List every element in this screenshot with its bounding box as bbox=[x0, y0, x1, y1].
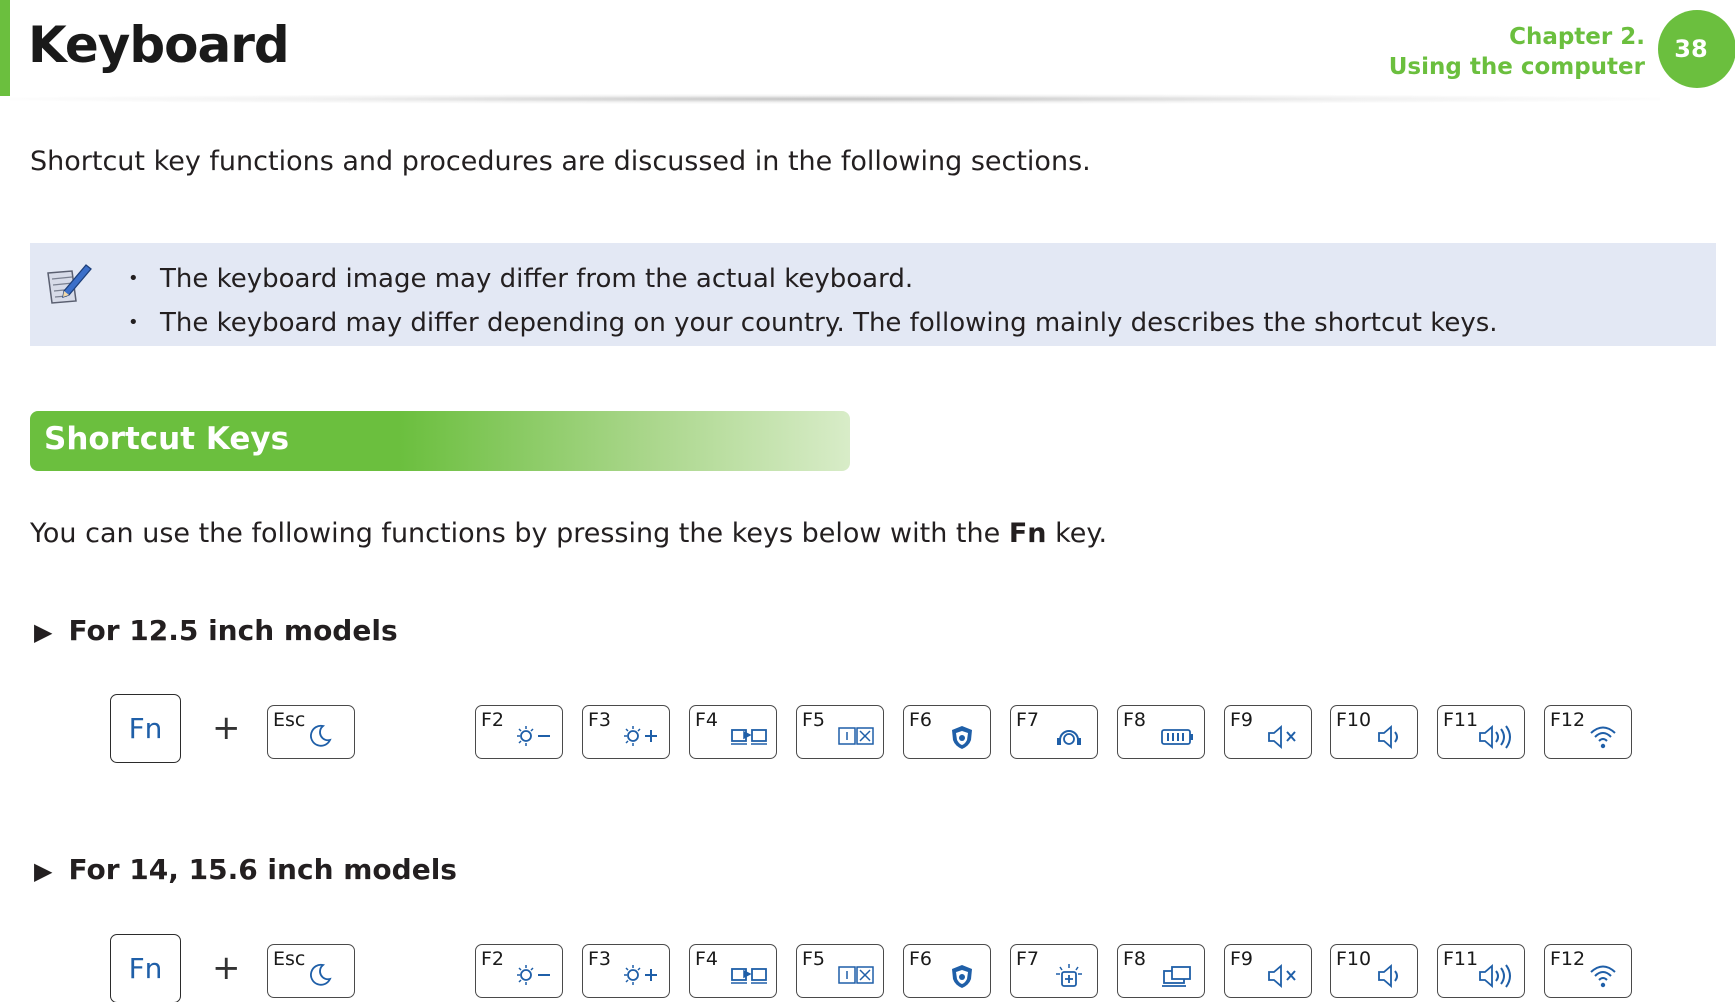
key-esc bbox=[267, 944, 355, 998]
key-label: Esc bbox=[273, 948, 306, 970]
key-label: F12 bbox=[1550, 948, 1586, 970]
shield-icon bbox=[944, 722, 982, 752]
fn-key bbox=[110, 694, 181, 763]
arrow-right-icon: ▶ bbox=[34, 618, 53, 646]
key-f9 bbox=[1224, 944, 1312, 998]
fn-intro-before: You can use the following functions by pressing the keys below with the bbox=[30, 518, 1009, 549]
key-f12 bbox=[1544, 944, 1632, 998]
key-label: F8 bbox=[1123, 948, 1147, 970]
display-switch-icon bbox=[730, 961, 768, 991]
key-label: F9 bbox=[1230, 709, 1254, 731]
key-esc bbox=[267, 705, 355, 759]
model-heading-label: For 14, 15.6 inch models bbox=[68, 853, 457, 886]
touchpad-toggle-icon bbox=[837, 961, 875, 991]
fn-key bbox=[110, 934, 181, 1002]
page-title: Keyboard bbox=[28, 16, 289, 74]
brightness-down-icon bbox=[516, 961, 554, 991]
key-label: F9 bbox=[1230, 948, 1254, 970]
key-f2 bbox=[475, 705, 563, 759]
key-label: F5 bbox=[802, 709, 826, 731]
display-switch-icon bbox=[730, 722, 768, 752]
key-f11 bbox=[1437, 944, 1525, 998]
chapter-number: Chapter 2. bbox=[1509, 24, 1645, 50]
key-f5 bbox=[796, 705, 884, 759]
key-f12 bbox=[1544, 705, 1632, 759]
header-divider bbox=[10, 94, 1660, 104]
support-center-icon bbox=[1051, 722, 1089, 752]
chapter-title: Using the computer bbox=[1388, 54, 1645, 80]
note-item: • The keyboard may differ depending on your country. The following mainly describes the shortcut keys. bbox=[128, 301, 1498, 345]
projector-icon bbox=[1158, 961, 1196, 991]
key-f3 bbox=[582, 944, 670, 998]
key-f7 bbox=[1010, 944, 1098, 998]
volume-down-icon bbox=[1371, 961, 1409, 991]
key-label: F6 bbox=[909, 709, 933, 731]
fn-intro-text bbox=[30, 518, 1107, 549]
key-label: F7 bbox=[1016, 709, 1040, 731]
plus-sign: + bbox=[212, 708, 241, 748]
wireless-icon bbox=[1585, 961, 1623, 991]
volume-down-icon bbox=[1371, 722, 1409, 752]
volume-up-icon bbox=[1478, 961, 1516, 991]
shield-icon bbox=[944, 961, 982, 991]
brightness-down-icon bbox=[516, 722, 554, 752]
mute-icon bbox=[1265, 961, 1303, 991]
key-f3 bbox=[582, 705, 670, 759]
key-f10 bbox=[1330, 705, 1418, 759]
brightness-up-icon bbox=[623, 722, 661, 752]
key-label: F3 bbox=[588, 948, 612, 970]
key-f6 bbox=[903, 944, 991, 998]
sleep-moon-icon bbox=[308, 722, 346, 752]
wireless-icon bbox=[1585, 722, 1623, 752]
plus-sign: + bbox=[212, 948, 241, 988]
key-f8 bbox=[1117, 705, 1205, 759]
key-label: F10 bbox=[1336, 709, 1372, 731]
key-f6 bbox=[903, 705, 991, 759]
accent-bar bbox=[0, 0, 10, 96]
model-heading bbox=[34, 853, 457, 886]
keyboard-backlight-icon bbox=[1051, 961, 1089, 991]
section-title: Shortcut Keys bbox=[44, 421, 290, 457]
key-f7 bbox=[1010, 705, 1098, 759]
fn-key-label: Fn bbox=[128, 952, 163, 985]
chapter-label bbox=[1389, 22, 1645, 82]
key-label: F6 bbox=[909, 948, 933, 970]
key-f5 bbox=[796, 944, 884, 998]
sleep-moon-icon bbox=[308, 961, 346, 991]
intro-text: Shortcut key functions and procedures are discussed in the following sections. bbox=[30, 146, 1091, 177]
note-list bbox=[128, 257, 1498, 345]
note-box bbox=[30, 243, 1716, 346]
key-label: F12 bbox=[1550, 709, 1586, 731]
section-header bbox=[30, 411, 850, 471]
key-label: F2 bbox=[481, 709, 505, 731]
volume-up-icon bbox=[1478, 722, 1516, 752]
key-f11 bbox=[1437, 705, 1525, 759]
key-label: F5 bbox=[802, 948, 826, 970]
note-item: • The keyboard image may differ from the actual keyboard. bbox=[128, 257, 1498, 301]
fn-intro-bold: Fn bbox=[1008, 518, 1047, 549]
key-f4 bbox=[689, 944, 777, 998]
mute-icon bbox=[1265, 722, 1303, 752]
fn-key-label: Fn bbox=[128, 712, 163, 745]
note-pencil-icon bbox=[42, 257, 94, 309]
battery-life-extender-icon bbox=[1158, 722, 1196, 752]
page-number: 38 bbox=[1674, 35, 1708, 63]
page-number-badge bbox=[1658, 10, 1735, 88]
model-heading-label: For 12.5 inch models bbox=[68, 614, 398, 647]
key-f8 bbox=[1117, 944, 1205, 998]
key-label: F7 bbox=[1016, 948, 1040, 970]
key-label: Esc bbox=[273, 709, 306, 731]
key-f10 bbox=[1330, 944, 1418, 998]
arrow-right-icon: ▶ bbox=[34, 857, 53, 885]
key-label: F4 bbox=[695, 709, 719, 731]
key-label: F11 bbox=[1443, 709, 1479, 731]
key-label: F2 bbox=[481, 948, 505, 970]
brightness-up-icon bbox=[623, 961, 661, 991]
key-f9 bbox=[1224, 705, 1312, 759]
model-heading bbox=[34, 614, 398, 647]
key-f4 bbox=[689, 705, 777, 759]
key-label: F3 bbox=[588, 709, 612, 731]
key-label: F8 bbox=[1123, 709, 1147, 731]
fn-intro-after: key. bbox=[1046, 518, 1108, 549]
touchpad-toggle-icon bbox=[837, 722, 875, 752]
key-label: F11 bbox=[1443, 948, 1479, 970]
key-f2 bbox=[475, 944, 563, 998]
key-label: F10 bbox=[1336, 948, 1372, 970]
key-label: F4 bbox=[695, 948, 719, 970]
